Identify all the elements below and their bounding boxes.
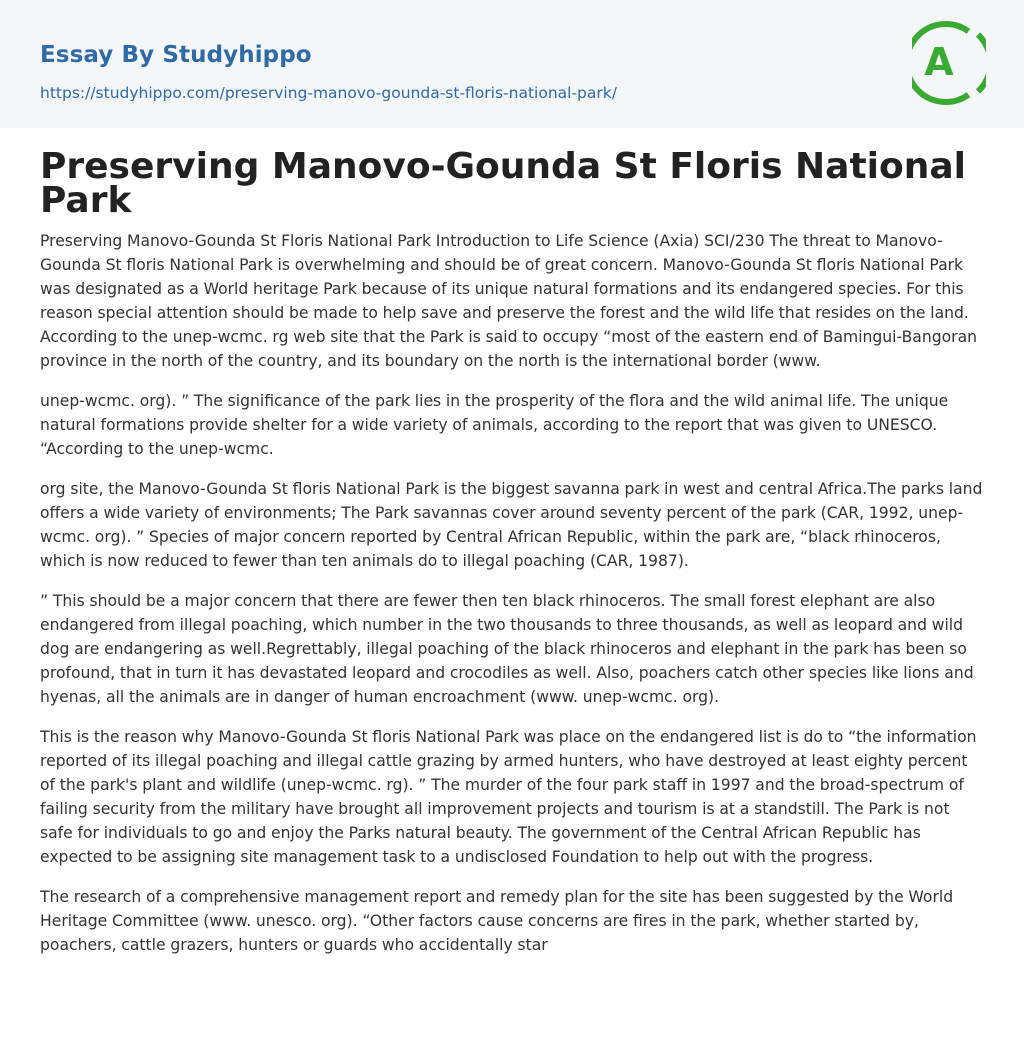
site-brand[interactable]: Essay By Studyhippo xyxy=(40,42,312,68)
essay-paragraph: This is the reason why Manovo-Gounda St floris National Park was place on the endangered list is do to “the information reported of its illegal poaching and illegal cattle grazing by armed hunters, who have destroyed at least eighty percent of the park's plant and wildlife (unep-wcmc. rg). ” The murder of the four park staff in 1997 and the broad-spectrum of failing security from the military have brought all improvement projects and tourism is at a standstill. The Park is not safe for individuals to go and enjoy the Parks natural beauty. The government of the Central African Republic has expected to be assigning site management task to a undisclosed Foundation to help out with the progress. xyxy=(40,728,977,866)
essay-body xyxy=(40,229,985,973)
essay-title: Preserving Manovo-Gounda St Floris National Park xyxy=(40,146,966,221)
essay-paragraph: Preserving Manovo-Gounda St Floris National Park Introduction to Life Science (Axia) SCI/230 The threat to Manovo-Gounda St floris National Park is overwhelming and should be of great concern. Manovo-Gounda St floris National Park was designated as a World heritage Park because of its unique natural formations and its endangered species. For this reason special attention should be made to help save and preserve the forest and the wild life that resides on the land. According to the unep-wcmc. rg web site that the Park is said to occupy “most of the eastern end of Bamingui-Bangoran province in the north of the country, and its boundary on the north is the international border (www. xyxy=(40,232,978,370)
essay-paragraph: ” This should be a major concern that there are fewer then ten black rhinoceros. The small forest elephant are also endangered from illegal poaching, which number in the two thousands to three thousands, as well as leopard and wild dog are endangering as well.Regrettably, illegal poaching of the black rhinoceros and elephant in the park has been so profound, that in turn it has devastated leopard and crocodiles as well. Also, poachers catch other species like lions and hyenas, all the animals are in danger of human encroachment (www. unep-wcmc. org). xyxy=(40,592,974,706)
essay-paragraph: org site, the Manovo-Gounda St floris National Park is the biggest savanna park in west and central Africa.The parks land offers a wide variety of environments; The Park savannas cover around seventy percent of the park (CAR, 1992, unep-wcmc. org). ” Species of major concern reported by Central African Republic, within the park are, “black rhinoceros, which is now reduced to fewer than ten animals do to illegal poaching (CAR, 1987). xyxy=(40,480,983,570)
essay-paragraph: unep-wcmc. org). ” The significance of the park lies in the prosperity of the flora and the wild animal life. The unique natural formations provide shelter for a wide variety of animals, according to the report that was given to UNESCO. “According to the unep-wcmc. xyxy=(40,392,949,458)
logo-letter: A xyxy=(924,40,954,84)
essay-paragraph: The research of a comprehensive management report and remedy plan for the site has been suggested by the World Heritage Committee (www. unesco. org). “Other factors cause concerns are fires in the park, whether started by, poachers, cattle grazers, hunters or guards who accidentally star xyxy=(40,888,954,954)
page-url-link[interactable]: https://studyhippo.com/preserving-manovo-gounda-st-floris-national-park/ xyxy=(40,84,617,102)
site-header xyxy=(0,0,1024,128)
studyhippo-logo-icon[interactable] xyxy=(912,20,986,106)
